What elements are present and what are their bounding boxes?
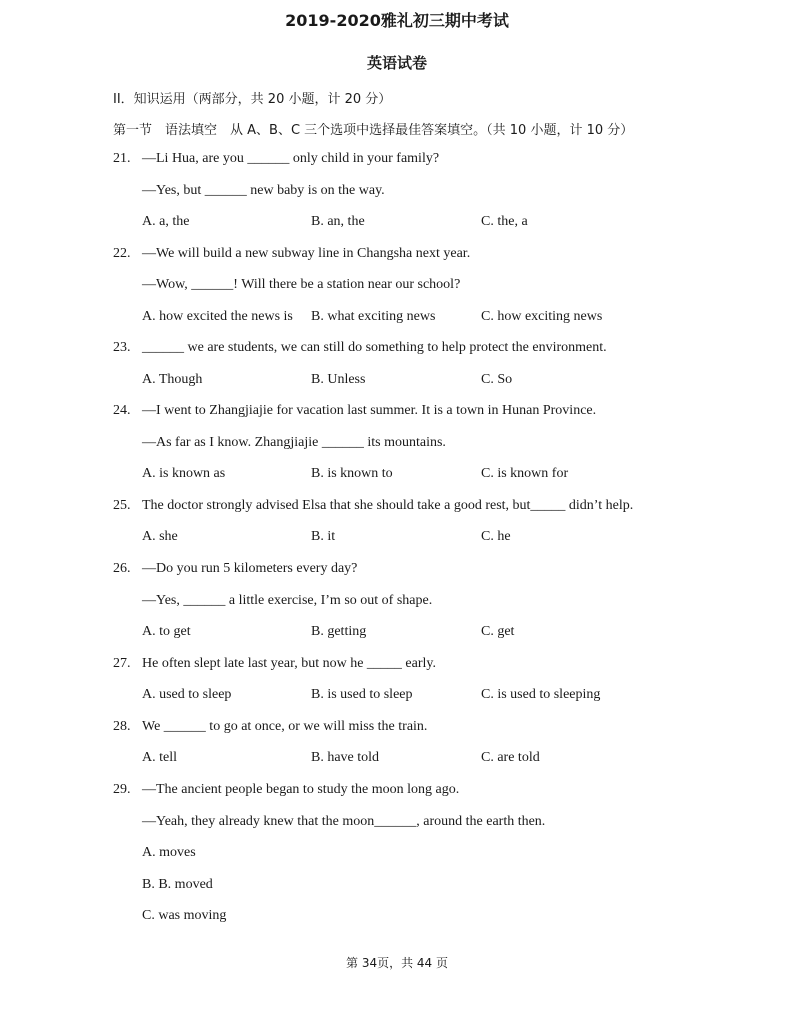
option-b: B. B. moved: [142, 877, 213, 892]
option-c: C. the, a: [481, 214, 528, 229]
question-number: 22.: [113, 246, 131, 261]
exam-title: 2019-2020雅礼初三期中考试: [285, 11, 509, 30]
option-b: B. it: [311, 529, 336, 544]
question-line: —As far as I know. Zhangjiajie ______ its mountains.: [142, 435, 446, 450]
question-line: —Yes, ______ a little exercise, I’m so out of shape.: [142, 593, 433, 608]
question-number: 28.: [113, 719, 131, 734]
question-number: 29.: [113, 782, 131, 797]
question-line: He often slept late last year, but now he _____ early.: [142, 656, 436, 671]
option-a: A. Though: [142, 372, 203, 387]
option-a: A. moves: [142, 845, 196, 860]
option-c: C. was moving: [142, 908, 227, 923]
exam-subtitle: 英语试卷: [366, 54, 427, 72]
option-b: B. what exciting news: [311, 309, 436, 324]
option-b: B. an, the: [311, 214, 365, 229]
option-c: C. is known for: [481, 466, 569, 481]
question-line: —Yes, but ______ new baby is on the way.: [142, 183, 385, 198]
question-line: —We will build a new subway line in Changsha next year.: [142, 246, 471, 261]
part-heading: II．知识运用（两部分，共 20 小题，计 20 分）: [113, 92, 392, 107]
option-a: A. is known as: [142, 466, 226, 481]
section-heading: 第一节 语法填空 从 A、B、C 三个选项中选择最佳答案填空。（共 10 小题，计 10 分）: [113, 123, 634, 138]
question-line: —The ancient people began to study the moon long ago.: [142, 782, 460, 797]
question-line: —I went to Zhangjiajie for vacation last summer. It is a town in Hunan Province.: [142, 403, 597, 418]
option-a: A. how excited the news is: [142, 309, 293, 324]
option-c: C. how exciting news: [481, 309, 603, 324]
option-b: B. have told: [311, 750, 380, 765]
option-a: A. she: [142, 529, 178, 544]
option-b: B. Unless: [311, 372, 366, 387]
option-a: A. a, the: [142, 214, 190, 229]
question-number: 24.: [113, 403, 131, 418]
option-c: C. are told: [481, 750, 540, 765]
option-b: B. is used to sleep: [311, 687, 413, 702]
question-number: 25.: [113, 498, 131, 513]
question-number: 21.: [113, 151, 131, 166]
question-line: —Do you run 5 kilometers every day?: [142, 561, 358, 576]
option-a: A. used to sleep: [142, 687, 232, 702]
question-number: 27.: [113, 656, 131, 671]
option-b: B. is known to: [311, 466, 393, 481]
page-footer: 第 34页，共 44 页: [346, 956, 448, 970]
question-line: —Yeah, they already knew that the moon______, around the earth then.: [142, 814, 546, 829]
question-line: ______ we are students, we can still do something to help protect the environment.: [142, 340, 607, 355]
question-line: The doctor strongly advised Elsa that she should take a good rest, but_____ didn’t help.: [142, 498, 634, 513]
option-c: C. get: [481, 624, 515, 639]
option-a: A. to get: [142, 624, 191, 639]
option-c: C. So: [481, 372, 513, 387]
option-c: C. he: [481, 529, 511, 544]
question-number: 26.: [113, 561, 131, 576]
option-c: C. is used to sleeping: [481, 687, 601, 702]
question-line: We ______ to go at once, or we will miss the train.: [142, 719, 428, 734]
option-b: B. getting: [311, 624, 367, 639]
question-number: 23.: [113, 340, 131, 355]
option-a: A. tell: [142, 750, 177, 765]
question-line: —Li Hua, are you ______ only child in your family?: [142, 151, 440, 166]
question-line: —Wow, ______! Will there be a station near our school?: [142, 277, 461, 292]
